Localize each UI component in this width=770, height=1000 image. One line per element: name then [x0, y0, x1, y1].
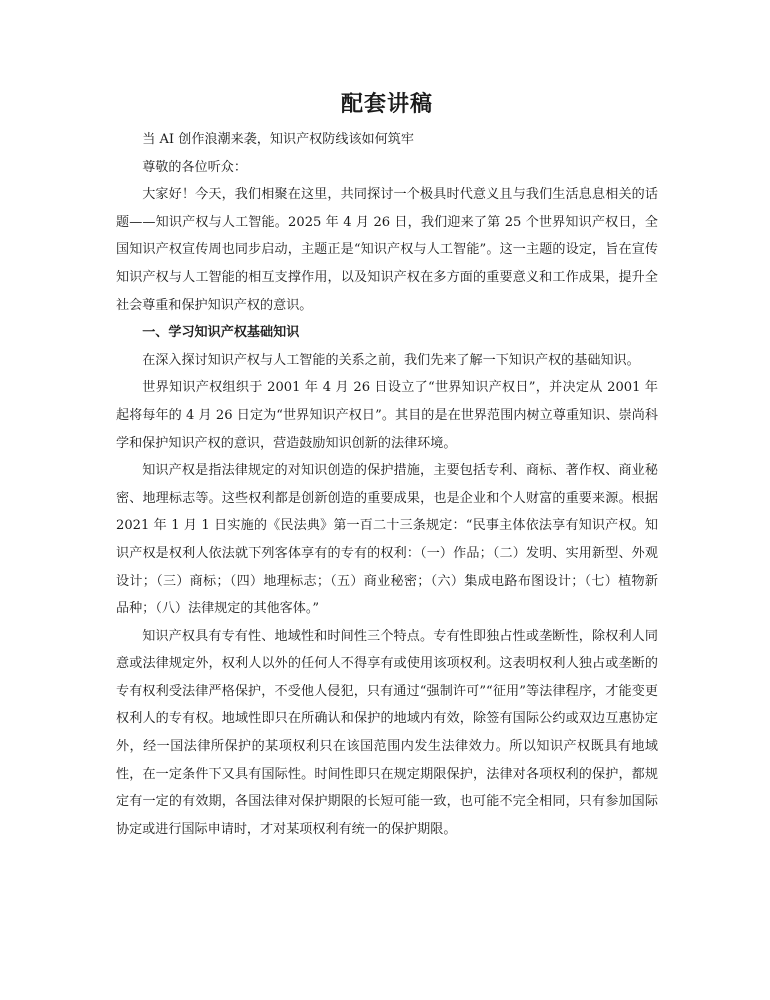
document-page — [116, 86, 658, 843]
subtitle: 当 AI 创作浪潮来袭，知识产权防线该如何筑牢 — [142, 132, 414, 147]
intro-paragraph: 大家好！今天，我们相聚在这里，共同探讨一个极具时代意义且与我们生活息息相关的话题——知识产权与人工智能。2025 年 4 月 26 日，我们迎来了第 25 个世界知识产权日，全国知识产权宣传周也同步启动，主题正是“知识产权与人工智能”。这一主题的设定，旨在宣传知识产权与人工智能的相互支撑作用，以及知识产权在多方面的重要意义和工作成果，提升全社会尊重和保护知识产权的意识。 — [116, 187, 658, 313]
paragraph: 在深入探讨知识产权与人工智能的关系之前，我们先来了解一下知识产权的基础知识。 — [142, 352, 640, 368]
paragraph: 知识产权是指法律规定的对知识创造的保护措施，主要包括专利、商标、著作权、商业秘密、地理标志等。这些权利都是创新创造的重要成果，也是企业和个人财富的重要来源。根据 2021 年 1 月 1 日实施的《民法典》第一百二十三条规定：“民事主体依法享有知识产权。知识产权是权利人依法就下列客体享有的专有的权利：（一）作品；（二）发明、实用新型、外观设计；（三）商标；（四）地理标志；（五）商业秘密；（六）集成电路布图设计；（七）植物新品种；（八）法律规定的其他客体。” — [116, 463, 658, 617]
salutation: 尊敬的各位听众： — [142, 159, 247, 175]
section-heading: 一、学习知识产权基础知识 — [142, 325, 300, 341]
paragraph: 知识产权具有专有性、地域性和时间性三个特点。专有性即独占性或垄断性，除权利人同意或法律规定外，权利人以外的任何人不得享有或使用该项权利。这表明权利人独占或垄断的专有权利受法律严格保护，不受他人侵犯，只有通过“强制许可”“征用”等法律程序，才能变更权利人的专有权。地域性即只在所确认和保护的地域内有效，除签有国际公约或双边互惠协定外，经一国法律所保护的某项权利只在该国范围内发生法律效力。所以知识产权既具有地域性，在一定条件下又具有国际性。时间性即只在规定期限保护，法律对各项权利的保护，都规定有一定的有效期，各国法律对保护期限的长短可能一致，也可能不完全相同，只有参加国际协定或进行国际申请时，才对某项权利有统一的保护期限。 — [116, 628, 658, 837]
paragraph: 世界知识产权组织于 2001 年 4 月 26 日设立了“世界知识产权日”，并决定从 2001 年起将每年的 4 月 26 日定为“世界知识产权日”。其目的是在世界范围内树立尊重知识、崇尚科学和保护知识产权的意识，营造鼓励知识创新的法律环境。 — [116, 380, 658, 451]
page-title: 配套讲稿 — [340, 91, 433, 117]
